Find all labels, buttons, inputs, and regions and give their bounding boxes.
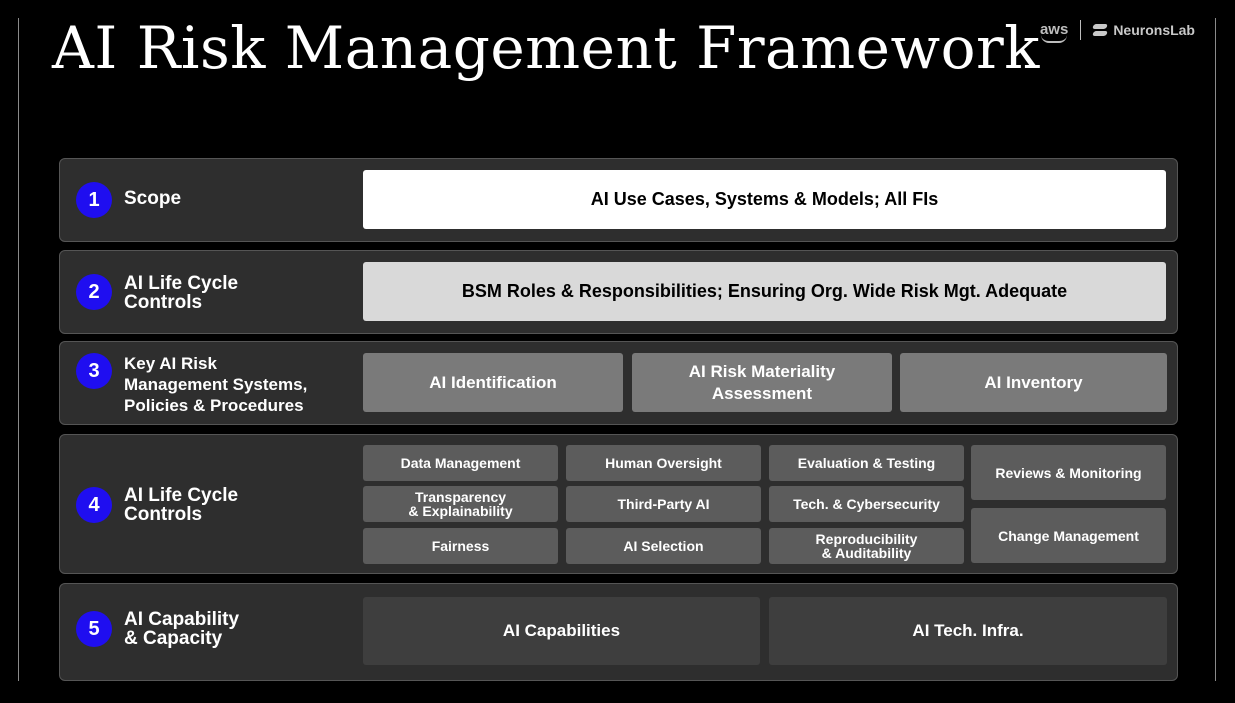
scope-box: AI Use Cases, Systems & Models; All FIs — [363, 170, 1166, 229]
row-key-ai-risk-management — [59, 341, 1178, 425]
step-number-badge: 5 — [76, 611, 112, 647]
ai-identification-box: AI Identification — [363, 353, 623, 412]
row-ai-life-cycle-controls — [59, 250, 1178, 334]
row-label: Scope — [124, 188, 182, 209]
logo-divider — [1080, 20, 1081, 40]
third-party-ai-box: Third-Party AI — [566, 486, 761, 522]
left-rule — [18, 18, 19, 681]
ai-risk-materiality-box: AI Risk Materiality Assessment — [632, 353, 892, 412]
logos — [1040, 20, 1195, 40]
aws-logo-text: aws — [1039, 21, 1069, 38]
aws-logo — [1040, 23, 1068, 37]
row-label: AI Life Cycle Controls — [124, 485, 239, 525]
ai-selection-box: AI Selection — [566, 528, 761, 564]
data-management-box: Data Management — [363, 445, 558, 481]
evaluation-testing-box: Evaluation & Testing — [769, 445, 964, 481]
step-number-badge: 4 — [76, 487, 112, 523]
change-management-box: Change Management — [971, 508, 1166, 563]
row-ai-life-cycle-controls-detail — [59, 434, 1178, 574]
bsm-roles-box: BSM Roles & Responsibilities; Ensuring Org. Wide Risk Mgt. Adequate — [363, 262, 1166, 321]
row-ai-capability-capacity — [59, 583, 1178, 681]
row-label: AI Capability & Capacity — [124, 609, 240, 649]
ai-capabilities-box: AI Capabilities — [363, 597, 760, 665]
neuronslab-icon — [1093, 24, 1107, 36]
step-number-badge: 1 — [76, 182, 112, 218]
step-number-badge: 2 — [76, 274, 112, 310]
human-oversight-box: Human Oversight — [566, 445, 761, 481]
reviews-monitoring-box: Reviews & Monitoring — [971, 445, 1166, 500]
ai-tech-infra-box: AI Tech. Infra. — [769, 597, 1167, 665]
page-title: AI Risk Management Framework — [52, 14, 1040, 82]
tech-cybersecurity-box: Tech. & Cybersecurity — [769, 486, 964, 522]
step-number-badge: 3 — [76, 353, 112, 389]
row-label: Key AI Risk Management Systems, Policies & Procedures — [124, 354, 308, 415]
fairness-box: Fairness — [363, 528, 558, 564]
neuronslab-logo — [1093, 22, 1195, 38]
reproducibility-box: Reproducibility & Auditability — [769, 528, 964, 564]
ai-inventory-box: AI Inventory — [900, 353, 1167, 412]
right-rule — [1215, 18, 1216, 681]
row-scope — [59, 158, 1178, 242]
row-label: AI Life Cycle Controls — [124, 273, 239, 313]
transparency-box: Transparency & Explainability — [363, 486, 558, 522]
neuronslab-text: NeuronsLab — [1113, 22, 1195, 38]
